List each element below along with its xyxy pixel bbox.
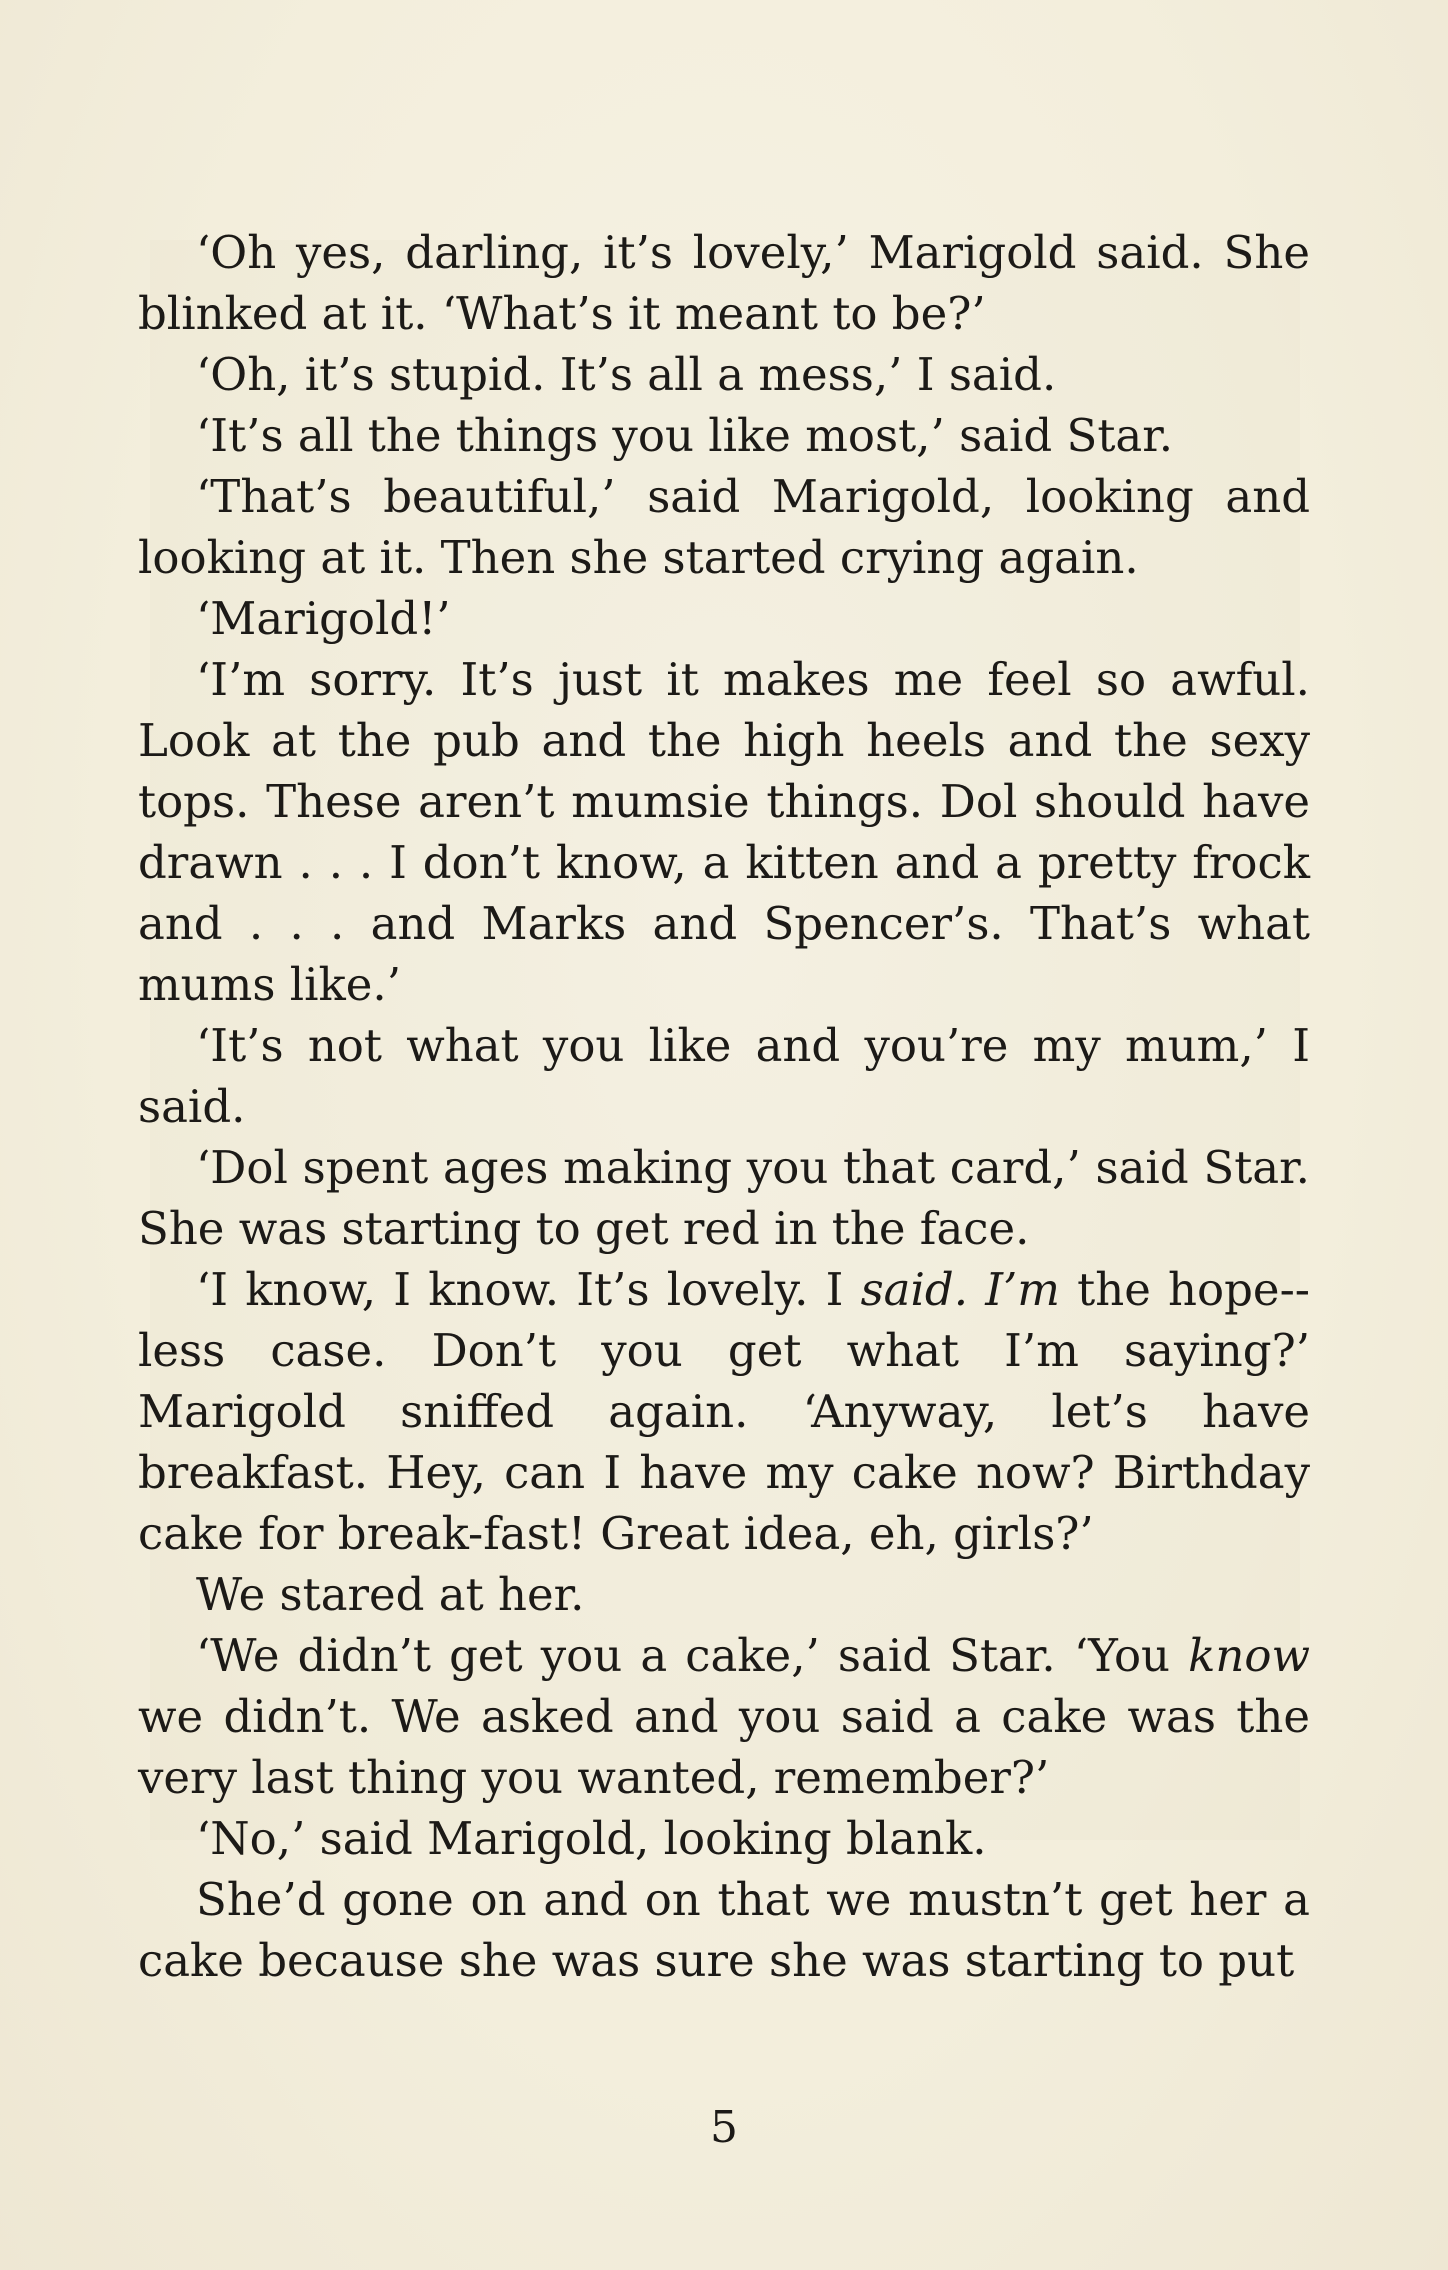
paragraph-3	[138, 405, 1310, 466]
text-run: we didn’t. We asked and you said a cake was the very last thing you wanted, remember?’	[138, 1690, 1310, 1804]
text-run: ‘Oh, it’s stupid. It’s all a mess,’ I said.	[196, 348, 1057, 401]
paragraph-13	[138, 1869, 1310, 1991]
paragraph-8	[138, 1137, 1310, 1259]
paragraph-11	[138, 1625, 1310, 1808]
italic-text: said. I’m	[860, 1263, 1060, 1316]
text-run: ‘No,’ said Marigold, looking blank.	[196, 1812, 987, 1865]
paragraph-12	[138, 1808, 1310, 1869]
page-number: 5	[710, 2102, 738, 2153]
text-run: ‘I’m sorry. It’s just it makes me feel so awful. Look at the pub and the high heels and the sexy tops. These aren’t mumsie things. Dol should have drawn . . . I don’t know, a kitten and a pretty frock and . . . and Marks and Spencer’s. That’s what mums like.’	[138, 653, 1310, 1011]
text-run: ‘It’s all the things you like most,’ said Star.	[196, 409, 1174, 462]
body-text	[138, 222, 1310, 1991]
paragraph-1	[138, 222, 1310, 344]
paragraph-2	[138, 344, 1310, 405]
text-run: ‘We didn’t get you a cake,’ said Star. ‘You	[196, 1629, 1189, 1682]
text-run: ‘It’s not what you like and you’re my mum,’ I said.	[138, 1019, 1310, 1133]
paragraph-10	[138, 1564, 1310, 1625]
text-run: She’d gone on and on that we mustn’t get her a cake because she was sure she was starting to put	[138, 1873, 1310, 1987]
text-run: ‘Oh yes, darling, it’s lovely,’ Marigold said. She blinked at it. ‘What’s it meant to be?’	[138, 226, 1310, 340]
text-run: ‘That’s beautiful,’ said Marigold, looking and looking at it. Then she started crying again.	[138, 470, 1310, 584]
text-run: ‘I know, I know. It’s lovely. I	[196, 1263, 861, 1316]
text-run: the hope-less case. Don’t you get what I’m saying?’ Marigold sniffed again. ‘Anyway, let’s have breakfast. Hey, can I have my cake now? Birthday cake for break-fast! Great idea, eh, girls?’	[138, 1263, 1310, 1560]
text-run: ‘Dol spent ages making you that card,’ said Star. She was starting to get red in the face.	[138, 1141, 1310, 1255]
italic-text: know	[1188, 1629, 1310, 1682]
text-run: ‘Marigold!’	[196, 592, 451, 645]
paragraph-6	[138, 649, 1310, 1015]
paragraph-9	[138, 1259, 1310, 1564]
text-run: We stared at her.	[196, 1568, 585, 1621]
paragraph-4	[138, 466, 1310, 588]
paragraph-7	[138, 1015, 1310, 1137]
paragraph-5	[138, 588, 1310, 649]
